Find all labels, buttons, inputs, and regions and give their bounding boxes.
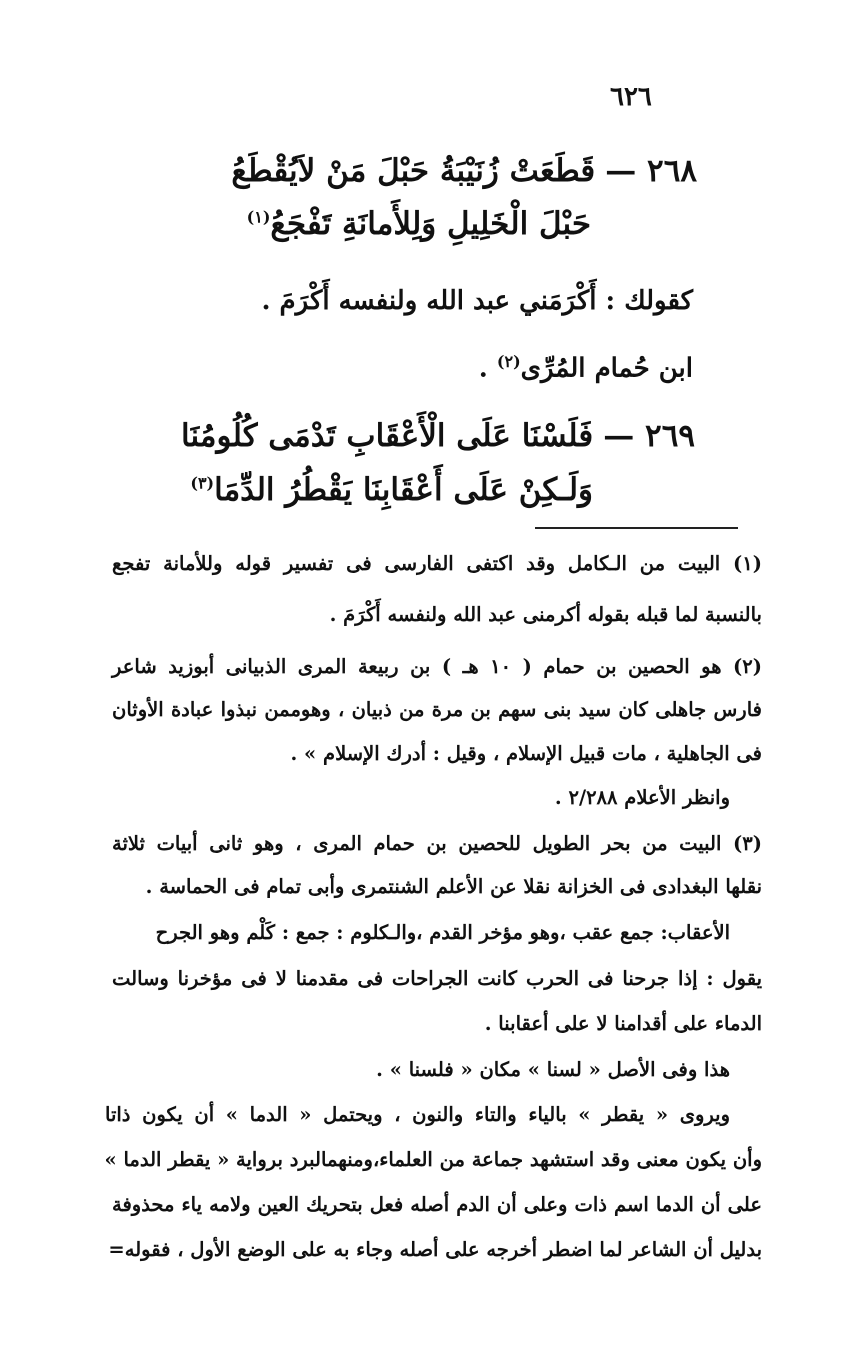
footnote-3-line-8: وأن يكون معنى وقد استشهد جماعة من العلماء،ومنهمالبرد برواية « يقطر الدما » <box>104 1148 762 1171</box>
verse-268-line-1 <box>231 153 697 189</box>
footnote-3-line-9: على أن الدما اسم ذات وعلى أن الدم أصله فعل بتحريك العين ولامه ياء محذوفة <box>112 1193 762 1216</box>
footnote-3-line-4: يقول : إذا جرحنا فى الحرب كانت الجراحات فى مقدمنا لا فى مؤخرنا وسالت <box>112 967 762 990</box>
verse-269-line-2 <box>190 472 593 508</box>
page-number: ٦٢٦ <box>610 82 652 112</box>
prose-line-2-end: . <box>478 353 497 384</box>
footnote-2-line-2: فارس جاهلى كان سيد بنى سهم بن مرة من ذبيان ، وهوممن نبذوا عبادة الأوثان <box>112 698 762 721</box>
footnote-2-line-4: وانظر الأعلام ٢/٢٨٨ . <box>554 786 730 809</box>
footnote-3-line-5: الدماء على أقدامنا لا على أعقابنا . <box>484 1012 762 1035</box>
prose-line-2 <box>479 352 693 384</box>
footnote-2-line-1: (٢) هو الحصين بن حمام ( ١٠ هـ ) بن ربيعة المرى الذبيانى أبوزيد شاعر <box>112 655 762 678</box>
poet-name: ابن حُمام المُرِّى <box>520 353 693 384</box>
footnote-3-line-2: نقلها البغدادى فى الخزانة نقلا عن الأعلم الشنتمرى وأبى تمام فى الحماسة . <box>145 875 762 898</box>
verse-268-first-hemistich: قَطَعَتْ زُنَيْبَةُ حَبْلَ مَنْ لاَيُقْطَعُ <box>231 153 596 189</box>
footnote-ref-2: (٢) <box>496 352 521 371</box>
footnote-3-line-7: ويروى « يقطر » بالياء والتاء والنون ، ويحتمل « الدما » أن يكون ذاتا <box>105 1103 730 1126</box>
footnote-3-line-6: هذا وفى الأصل « لسنا » مكان « فلسنا » . <box>376 1058 730 1081</box>
verse-268-second-hemistich: حَبْلَ الْخَلِيلِ وَلِلأَمانَةِ تَفْجَعُ <box>270 206 591 242</box>
footnote-1-line-1: (١) البيت من الـكامل وقد اكتفى الفارسى فى تفسير قوله وللأمانة تفجع <box>112 552 762 575</box>
verse-268-line-2 <box>247 206 591 242</box>
footnote-3-line-1: (٣) البيت من بحر الطويل للحصين بن حمام المرى ، وهو ثانى أبيات ثلاثة <box>112 832 762 855</box>
footnote-1-line-2: بالنسبة لما قبله بقوله أكرمنى عبد الله ولنفسه أَكْرَمَ . <box>329 603 762 626</box>
verse-269-number: ٢٦٩ — <box>603 418 695 454</box>
footnote-ref-1: (١) <box>246 207 271 227</box>
verse-269-line-1 <box>181 418 695 454</box>
footnote-3-line-10: بدليل أن الشاعر لما اضطر أخرجه على أصله وجاء به على الوضع الأول ، فقوله= <box>108 1238 762 1261</box>
footnote-separator <box>535 527 738 529</box>
verse-269-second-hemistich: وَلَـكِنْ عَلَى أَعْقَابِنَا يَقْطُرُ الدِّمَا <box>214 472 593 508</box>
footnote-2-line-3: فى الجاهلية ، مات قبيل الإسلام ، وقيل : أدرك الإسلام » . <box>290 742 762 765</box>
footnote-3-line-3: الأعقاب: جمع عقب ،وهو مؤخر القدم ،والـكلوم : جمع : كَلْم وهو الجرح <box>155 921 730 944</box>
footnote-ref-3: (٣) <box>190 473 215 493</box>
verse-269-first-hemistich: فَلَسْنَا عَلَى الْأَعْقَابِ تَدْمَى كُلُومُنَا <box>181 418 594 454</box>
prose-line-1: كقولك : أَكْرَمَني عبد الله ولنفسه أَكْرَمَ . <box>261 286 693 316</box>
verse-268-number: ٢٦٨ — <box>605 153 697 189</box>
